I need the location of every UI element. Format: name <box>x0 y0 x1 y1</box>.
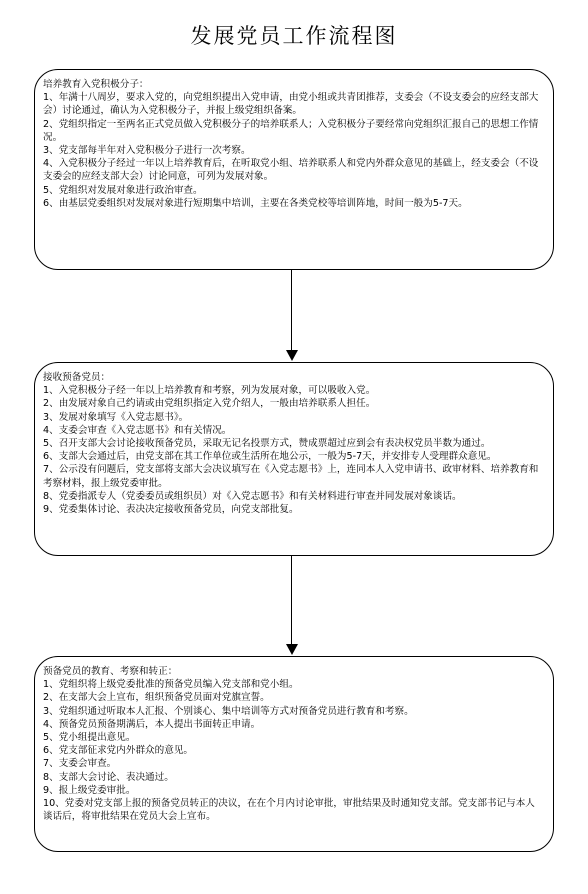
stage-2-item: 9、党委集体讨论、表决决定接收预备党员，向党支部批复。 <box>43 504 299 516</box>
stage-1-item: 1、年满十八周岁，要求入党的，向党组织提出入党申请，由党小组或共青团推荐，支委会（不设支委会的应经支部大会）讨论通过，确认为入党积极分子，并报上级党组织备案。 <box>43 92 539 117</box>
stage-3-item: 9、报上级党委审批。 <box>43 784 136 796</box>
stage-1-box <box>34 69 554 270</box>
arrow-head-icon <box>286 350 298 361</box>
stage-3-item: 2、在支部大会上宣布，组织预备党员面对党旗宣誓。 <box>43 692 270 704</box>
arrow-shaft <box>291 270 292 352</box>
stage-2-item: 1、入党积极分子经一年以上培养教育和考察，列为发展对象，可以吸收入党。 <box>43 385 376 397</box>
arrow-head-icon <box>286 644 298 655</box>
stage-1-item: 4、入党积极分子经过一年以上培养教育后，在听取党小组、培养联系人和党内外群众意见的基础上，经支委会（不设支委会的应经支部大会）讨论同意，可列为发展对象。 <box>43 158 539 183</box>
stage-1-item: 5、党组织对发展对象进行政治审查。 <box>43 184 203 196</box>
stage-1-item: 3、党支部每半年对入党积极分子进行一次考察。 <box>43 145 251 157</box>
stage-1-item: 6、由基层党委组织对发展对象进行短期集中培训，主要在各类党校等培训阵地，时间一般为5-7天。 <box>43 197 468 209</box>
stage-3-item: 8、支部大会讨论、表决通过。 <box>43 771 174 783</box>
stage-2-item: 5、召开支部大会讨论接收预备党员，采取无记名投票方式，赞成票超过应到会有表决权党员半数为通过。 <box>43 438 491 450</box>
flow-arrow-1 <box>285 270 299 362</box>
stage-3-item: 5、党小组提出意见。 <box>43 732 136 744</box>
stage-3-item: 3、党组织通过听取本人汇报、个别谈心、集中培训等方式对预备党员进行教育和考察。 <box>43 705 414 717</box>
stage-2-item: 3、发展对象填写《入党志愿书》。 <box>43 411 189 423</box>
stage-3-item: 6、党支部征求党内外群众的意见。 <box>43 745 194 757</box>
stage-3-box <box>34 656 554 852</box>
stage-1-heading: 培养教育入党积极分子： <box>43 79 149 90</box>
page-title: 发展党员工作流程图 <box>190 24 398 48</box>
stage-2-item: 6、支部大会通过后，由党支部在其工作单位或生活所在地公示，一般为5-7天，并安排专人受理群众意见。 <box>43 451 497 463</box>
stage-3-item: 4、预备党员预备期满后，本人提出书面转正申请。 <box>43 718 261 730</box>
stage-3-item: 10、党委对党支部上报的预备党员转正的决议，在在个月内讨论审批，审批结果及时通知党支部。党支部书记与本人谈话后，将审批结果在党员大会上宣布。 <box>43 798 535 823</box>
flow-arrow-2 <box>285 556 299 656</box>
stage-3-heading: 预备党员的教育、考察和转正： <box>43 666 178 677</box>
arrow-shaft <box>291 556 292 646</box>
stage-2-item: 8、党委指派专人（党委委员或组织员）对《入党志愿书》和有关材料进行审查并同发展对象谈话。 <box>43 490 462 502</box>
stage-2-box <box>34 362 554 556</box>
stage-2-item: 2、由发展对象自己约请或由党组织指定入党介绍人，一般由培养联系人担任。 <box>43 398 376 410</box>
stage-3-item: 1、党组织将上级党委批准的预备党员编入党支部和党小组。 <box>43 679 299 691</box>
stage-1-item: 2、党组织指定一至两名正式党员做入党积极分子的培养联系人；入党积极分子要经常向党组织汇报自己的思想工作情况。 <box>43 118 539 143</box>
stage-2-item: 7、公示没有问题后，党支部将支部大会决议填写在《入党志愿书》上，连同本人入党申请书、政审材料、培养教育和考察材料，报上级党委审批。 <box>43 464 539 489</box>
stage-2-item: 4、支委会审查《入党志愿书》和有关情况。 <box>43 424 232 436</box>
stage-3-item: 7、支委会审查。 <box>43 758 117 770</box>
stage-2-heading: 接收预备党员： <box>43 372 111 383</box>
